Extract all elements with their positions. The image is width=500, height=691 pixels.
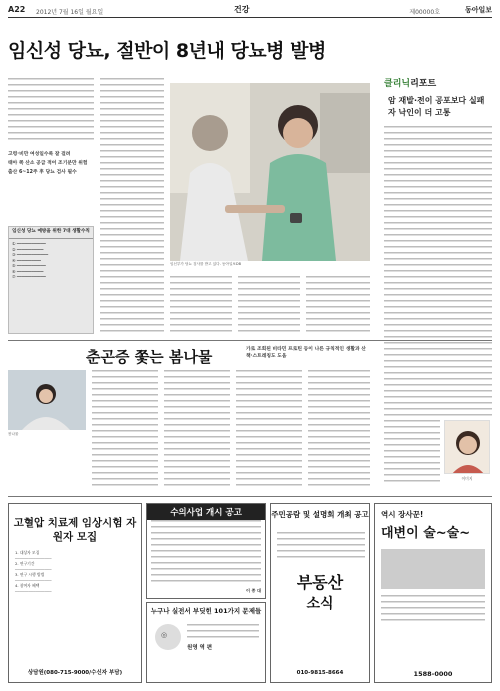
event-ad-text [381,595,485,621]
article-column-4 [306,276,370,334]
article-column-2 [170,276,232,334]
book-ad [146,602,266,683]
lead-paragraph [8,78,94,144]
column-type: 리포트 [410,79,437,89]
fact-item: ⑦ ━━━━━━━━━━━━ [12,274,46,279]
trial-ad-phone: 상담원(080-715-9000/수신자 부담) [27,670,123,676]
photo-caption: 임신부가 당뇨 검사를 받고 있다. 동아일보DB [170,262,242,266]
second-article-column-3 [236,370,302,488]
event-ad [374,503,492,683]
column-body [384,126,492,416]
publisher-logo [155,624,181,650]
fact-box [8,226,94,334]
property-ad-body [277,532,365,562]
trial-recruitment-ad [8,503,142,683]
issue-date: 2012년 7월 16일 월요일 [36,9,104,16]
property-notice-ad [270,503,370,683]
photo-credit: 동아일보DB [222,262,242,266]
second-article-column-2 [164,370,230,488]
event-ad-phone: 1588-0000 [413,670,453,678]
event-ad-title: 역시 장사꾼! [381,510,424,519]
book-ad-publisher: 원영 역 편 [187,645,213,651]
notice-title: 수의사업 개시 공고 [147,504,265,520]
fact-item: ④ ━━━━━━━━━━ [12,257,41,263]
fact-item: ② ━━━━━━━━━━━ [12,246,44,252]
second-article-column-1 [92,370,158,488]
column-headline: 암 재발·전이 공포보다 실패자 낙인이 더 고통 [388,96,485,117]
trial-ad-title: 고혈압 치료제 임상시험 자원자 모집 [13,517,137,543]
second-photo-caption: 봄나물 [8,432,19,436]
article-column-1 [100,78,164,334]
second-article-column-4 [308,370,370,488]
fact-item: ⑤ ━━━━━━━━━━━━ [12,263,46,268]
pull-quote: 고령·비만 여성일수록 잘 걸려 [8,152,71,157]
page-number: A22 [8,5,26,14]
section-divider [8,340,492,341]
second-subheadline: 가로 조회된 비타민 프로틴 등이 나른 규칙적인 생활과 산책·스트레칭도 도움 [246,347,366,359]
author-caption: 이미지 [461,476,473,481]
ads-divider [8,496,492,497]
property-ad-phone: 010-9815-8664 [296,670,344,676]
main-headline: 임신성 당뇨, 절반이 8년내 당뇨병 발병 [8,40,326,62]
notice-body [151,520,261,582]
section-name: 건강 [234,5,250,14]
property-ad-main: 부동산 [296,573,344,592]
fact-item: ⑥ ━━━━━━━━━━━ [12,268,44,274]
property-ad-sub: 소식 [306,596,334,612]
edition-number: 제00000호 [409,9,440,16]
property-ad-title: 주민공람 및 설명회 개최 공고 [271,510,369,519]
book-ad-title: 누구나 실전서 부딪힌 101가지 문제들 [150,607,262,615]
column-title [384,76,492,89]
fact-item: ③ ━━━━━━━━━━━━━ [12,252,49,257]
notice-signer: 이 종 대 [245,588,261,593]
event-ad-image [381,549,485,589]
pull-quotes [8,150,94,177]
logo-glyph: ◎ [161,631,168,639]
article-column-3 [238,276,300,334]
fact-item: ① ━━━━━━━━━━━━ [12,241,46,246]
pull-quote: 태아 쪽 산소 공급 적어 조기분만 위험 [8,161,88,166]
pull-quote: 출산 6~12주 후 당뇨 검사 필수 [8,170,77,175]
newspaper-name: 동아일보 [464,6,492,14]
trial-ad-body: 1. 대상자 모집 ━━━━━━━━━━━━━━━━ 2. 연구기간 ━━━━━━━━━━━━━━━━ 3. 연구 시행 방법 ━━━━━━━━━━━━━━━━ 4. 참여자 혜택 ━━━━━━━━━━━━━━━━ [15,550,52,594]
fact-list [9,239,93,280]
column-brand: 클리닉 [384,79,411,89]
book-ad-text [187,624,259,639]
second-article-photo [8,370,86,430]
column-body-end [384,420,440,484]
fact-box-title: 임신성 당뇨 예방을 위한 7대 생활수칙 [9,227,93,239]
clinic-scene-image [170,83,370,261]
second-headline: 춘곤증 쫓는 봄나물 [86,348,213,366]
author-portrait [445,421,490,474]
public-notice-ad [146,503,266,599]
spring-herbs-image [8,370,86,430]
article-photo [170,83,370,261]
event-ad-slogan: 대변이 술~술~ [381,526,471,541]
author-photo [444,420,490,474]
page-header [8,4,492,18]
